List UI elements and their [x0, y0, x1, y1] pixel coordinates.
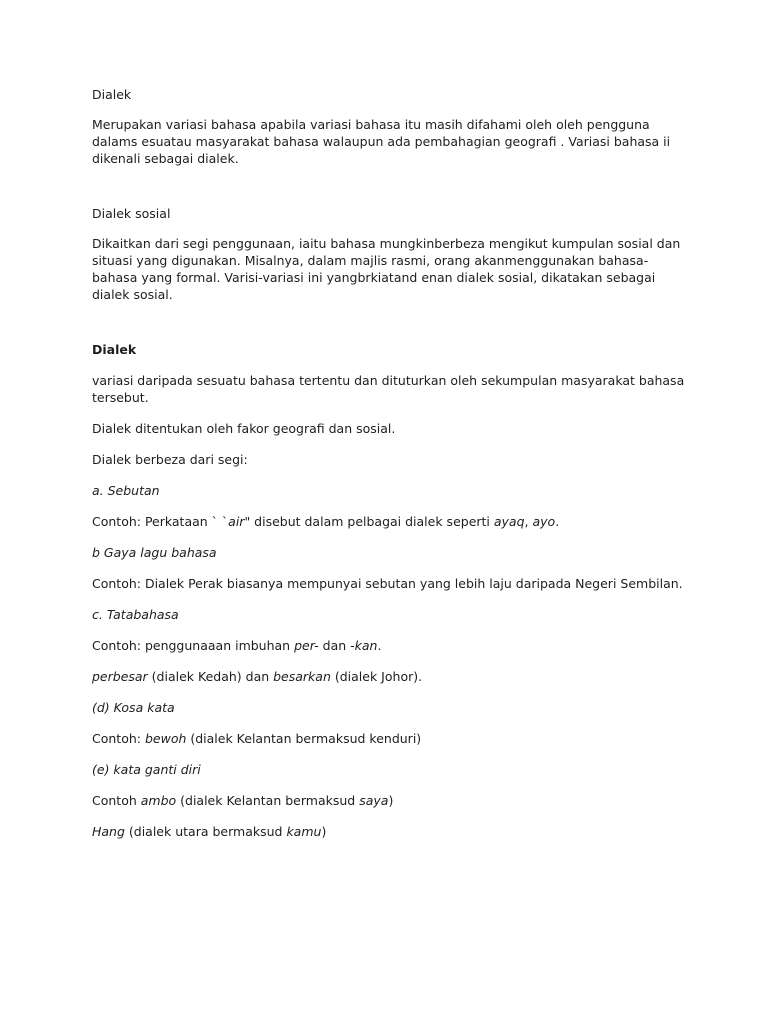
example-word: air — [228, 514, 245, 529]
paragraph-dialek-intro: variasi daripada sesuatu bahasa tertentu dan dituturkan oleh sekumpulan masyarakat bahasa tersebut. — [92, 373, 685, 405]
paragraph-dialek-definition: Merupakan variasi bahasa apabila variasi bahasa itu masih difahami oleh oleh pengguna dalams esuatau masyarakat bahasa walaupun ada pembahagian geografi . Variasi bahasa ii dikenali sebagai dialek. — [92, 117, 671, 166]
example-text: Contoh: — [92, 731, 145, 746]
example-word: besarkan — [273, 669, 331, 684]
paragraph-dialek-factors: Dialek ditentukan oleh fakor geografi dan sosial. — [92, 421, 396, 436]
example-text: " disebut dalam pelbagai dialek seperti — [244, 514, 494, 529]
item-c-example — [92, 637, 692, 654]
item-a-label: a. Sebutan — [92, 483, 160, 498]
example-text: . — [377, 638, 382, 653]
item-d-example — [92, 730, 692, 747]
example-text: ) — [321, 824, 327, 839]
example-text: (dialek Kelantan bermaksud kenduri) — [186, 731, 422, 746]
example-text: (dialek Johor). — [330, 669, 423, 684]
document-page — [92, 86, 692, 840]
example-text: Contoh: penggunaaan imbuhan — [92, 638, 295, 653]
example-word: per- — [294, 638, 319, 653]
example-text: Contoh: Perkataan ` ` — [92, 514, 229, 529]
item-d-label: (d) Kosa kata — [92, 700, 175, 715]
paragraph-dialek-differs: Dialek berbeza dari segi: — [92, 452, 248, 467]
paragraph-dialek-sosial: Dikaitkan dari segi penggunaan, iaitu bahasa mungkinberbeza mengikut kumpulan sosial dan situasi yang digunakan. Misalnya, dalam majlis rasmi, orang akanmenggunakan bahasa-bahasa yang formal. Varisi-variasi ini yangbrkiatand enan dialek sosial, dikatakan sebagai dialek sosial. — [92, 236, 681, 302]
example-word: Hang — [92, 824, 125, 839]
example-word: ayo — [532, 514, 556, 529]
item-e-label: (e) kata ganti diri — [92, 762, 201, 777]
example-text: ) — [388, 793, 394, 808]
example-word: saya — [359, 793, 389, 808]
item-c-example-2 — [92, 668, 692, 685]
heading-dialek-sosial: Dialek sosial — [92, 206, 171, 221]
item-c-label: c. Tatabahasa — [92, 607, 179, 622]
example-text: (dialek Kedah) dan — [147, 669, 274, 684]
example-text: (dialek utara bermaksud — [124, 824, 287, 839]
example-word: bewoh — [144, 731, 187, 746]
example-word: ayaq — [493, 514, 525, 529]
item-e-example — [92, 792, 692, 809]
item-e-example-2 — [92, 823, 692, 840]
example-text: (dialek Kelantan bermaksud — [176, 793, 360, 808]
example-text: , — [524, 514, 533, 529]
heading-dialek-bold: Dialek — [92, 342, 137, 357]
item-b-example: Contoh: Dialek Perak biasanya mempunyai sebutan yang lebih laju daripada Negeri Sembilan. — [92, 576, 683, 591]
example-word: ambo — [140, 793, 177, 808]
item-a-example — [92, 513, 692, 530]
heading-dialek: Dialek — [92, 87, 132, 102]
example-word: kamu — [286, 824, 322, 839]
example-text: Contoh — [92, 793, 141, 808]
item-b-label: b Gaya lagu bahasa — [92, 545, 217, 560]
example-word: perbesar — [92, 669, 148, 684]
example-text: . — [555, 514, 560, 529]
example-text: dan — [318, 638, 351, 653]
example-word: -kan — [350, 638, 378, 653]
